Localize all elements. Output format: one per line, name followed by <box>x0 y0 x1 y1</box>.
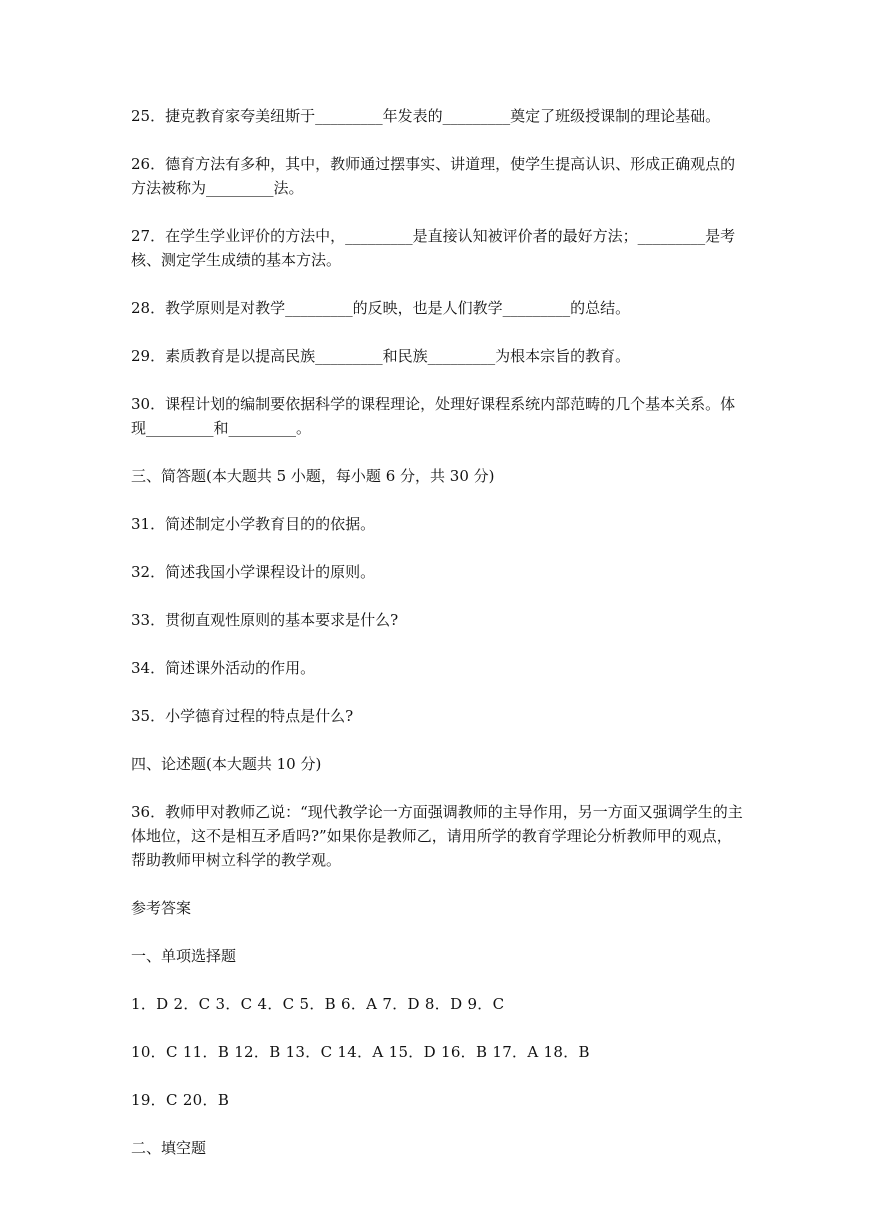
section-3-title: 三、简答题(本大题共 5 小题，每小题 6 分，共 30 分) <box>131 467 495 485</box>
question-number: 26． <box>131 155 166 173</box>
question-29 <box>131 344 743 368</box>
section-4-title: 四、论述题(本大题共 10 分) <box>131 755 322 773</box>
question-number: 29． <box>131 347 166 365</box>
question-36: 36．教师甲对教师乙说：“现代教学论一方面强调教师的主导作用，另一方面又强调学生的主体地位，这不是相互矛盾吗?”如果你是教师乙，请用所学的教育学理论分析教师甲的观点，帮助教师甲树立科学的教学观。 <box>131 803 743 869</box>
question-32: 32．简述我国小学课程设计的原则。 <box>131 563 376 581</box>
answers-title: 参考答案 <box>131 899 192 917</box>
question-text: 德育方法有多种，其中，教师通过摆事实、讲道理，使学生提高认识、形成正确观点的方法被称为_________法。 <box>131 155 736 197</box>
question-34: 34．简述课外活动的作用。 <box>131 659 316 677</box>
question-35: 35．小学德育过程的特点是什么? <box>131 707 354 725</box>
answer-line-2: 10．C 11．B 12．B 13．C 14．A 15．D 16．B 17．A 18．B <box>131 1043 590 1061</box>
answers-section-2-title: 二、填空题 <box>131 1139 207 1157</box>
question-number: 27． <box>131 227 166 245</box>
answer-line-1: 1．D 2．C 3．C 4．C 5．B 6．A 7．D 8．D 9．C <box>131 995 505 1013</box>
question-30 <box>131 392 743 440</box>
answers-section-1-title: 一、单项选择题 <box>131 947 237 965</box>
question-28 <box>131 296 743 320</box>
question-text: 课程计划的编制要依据科学的课程理论，处理好课程系统内部范畴的几个基本关系。体现_________和_________。 <box>131 395 736 437</box>
question-text: 素质教育是以提高民族_________和民族_________为根本宗旨的教育。 <box>165 347 631 365</box>
question-25 <box>131 104 743 128</box>
question-text: 捷克教育家夸美纽斯于_________年发表的_________奠定了班级授课制的理论基础。 <box>165 107 721 125</box>
question-text: 在学生学业评价的方法中，_________是直接认知被评价者的最好方法；_________是考核、测定学生成绩的基本方法。 <box>131 227 736 269</box>
document-page <box>131 104 743 1184</box>
question-31: 31．简述制定小学教育目的的依据。 <box>131 515 376 533</box>
question-number: 25． <box>131 107 166 125</box>
question-26 <box>131 152 743 200</box>
question-number: 30． <box>131 395 166 413</box>
question-27 <box>131 224 743 272</box>
question-33: 33．贯彻直观性原则的基本要求是什么? <box>131 611 399 629</box>
question-number: 28． <box>131 299 166 317</box>
answer-line-3: 19．C 20．B <box>131 1091 230 1109</box>
question-text: 教学原则是对教学_________的反映，也是人们教学_________的总结。 <box>165 299 631 317</box>
